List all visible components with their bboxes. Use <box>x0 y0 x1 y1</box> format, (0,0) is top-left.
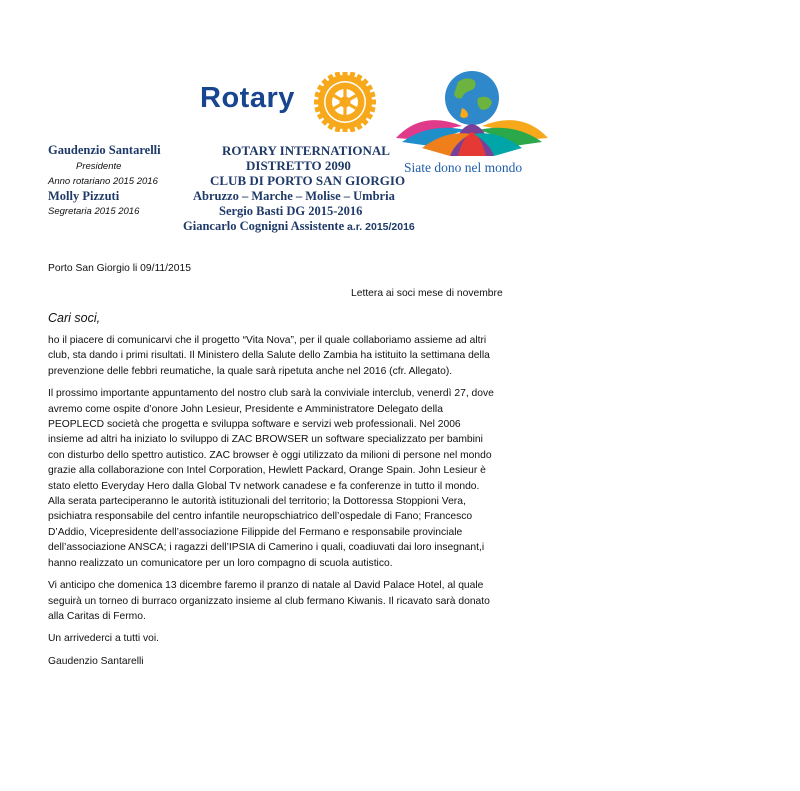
assistant-name: Giancarlo Cognigni Assistente <box>183 219 345 233</box>
assistant-suffix: a.r. 2015/2016 <box>344 221 415 233</box>
paragraph-3: Vi anticipo che domenica 13 dicembre faremo il pranzo di natale al David Palace Hotel, al quale seguirà un torneo di burraco organizzato insieme al club fermano Kiwanis. Il ricavato sarà donato alla Caritas di Fermo. <box>48 580 490 622</box>
secretary-title: Segretaria 2015 2016 <box>48 206 140 217</box>
club-line-6 <box>183 219 415 234</box>
rotary-year: Anno rotariano 2015 2016 <box>48 176 158 187</box>
president-name: Gaudenzio Santarelli <box>48 143 161 157</box>
club-line-3: CLUB DI PORTO SAN GIORGIO <box>210 173 406 188</box>
secretary-name: Molly Pizzuti <box>48 189 120 203</box>
rotary-wheel-icon <box>312 72 378 132</box>
rotary-logo <box>200 72 380 132</box>
paragraph-4: Un arrivederci a tutti voi. <box>48 633 160 645</box>
club-line-5: Sergio Basti DG 2015-2016 <box>219 204 363 218</box>
club-line-2: DISTRETTO 2090 <box>246 158 351 173</box>
letter-body <box>48 333 494 676</box>
place-date: Porto San Giorgio li 09/11/2015 <box>48 263 191 274</box>
letter-subject: Lettera ai soci mese di novembre <box>351 288 503 299</box>
club-line-4: Abruzzo – Marche – Molise – Umbria <box>193 189 395 203</box>
theme-logo <box>392 68 552 178</box>
president-title: Presidente <box>76 161 122 172</box>
rotary-wordmark: Rotary <box>200 82 295 114</box>
paragraph-2: Il prossimo importante appuntamento del nostro club sarà la conviviale interclub, venerdì 27, dove avremo come ospite d’onore John Lesieur, Presidente e Amministratore Delegato della PEOPLECD società che progetta e sviluppa software e servizi web professionali. Nel 2006 insieme ad altri ha iniziato lo sviluppo di ZAC BROWSER un software specializzato per bambini con disturbo dello spettro autistico. ZAC browser è oggi utilizzato da milioni di persone nel mondo grazie alla collaborazione con Intel Corporation, Hewlett Packard, Orange Spain. John Lesieur è stato eletto Everyday Hero dalla Global Tv network canadese e fa conferenze in tutto il mondo. Alla serata parteciperanno le autorità istituzionali del territorio; la Dottoressa Stoppioni Vera, psichiatra responsabile del centro infantile neuropschiatrico dell’ospedale di Fano; Francesco D’Addio, Vicepresidente dell’associazione Filippide del Fermano e responsabile provinciale dell’associazione ANSCA; i ragazzi dell’IPSIA di Camerino i quali, coadiuvati dai loro insegnant,i hanno realizzato un comunicatore per un loro compagno di scuola autistico. <box>48 388 494 569</box>
paragraph-1: ho il piacere di comunicarvi che il progetto “Vita Nova”, per il quale collaboriamo assieme ad altri club, sta dando i primi risultati. Il Ministero della Salute dello Zambia ha istituito la settimana della prevenzione delle febbri reumatiche, la quale sarà ripetuta anche nel 2016 (cfr. Allegato). <box>48 335 490 377</box>
salutation: Cari soci, <box>48 311 101 325</box>
club-line-1: ROTARY INTERNATIONAL <box>222 143 390 158</box>
globe-petals-icon <box>392 68 552 160</box>
signature: Gaudenzio Santarelli <box>48 655 144 667</box>
theme-motto: Siate dono nel mondo <box>404 160 523 175</box>
